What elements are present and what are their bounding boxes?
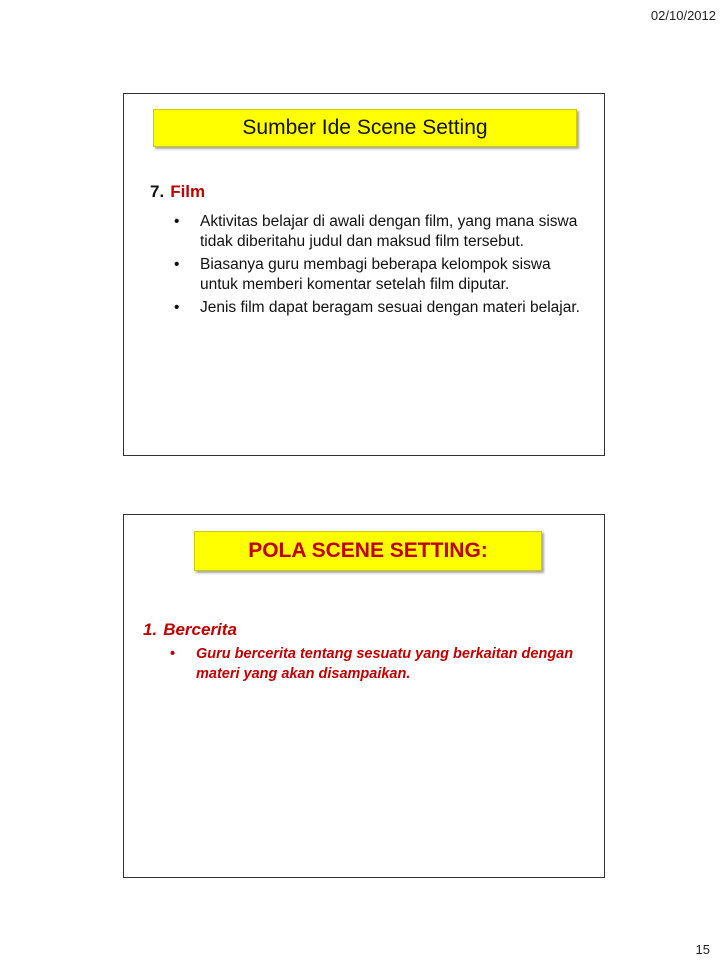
list-item-text: Jenis film dapat beragam sesuai dengan materi belajar. [200, 299, 580, 316]
list-item [172, 298, 592, 318]
list-item-text: Aktivitas belajar di awali dengan film, yang mana siswa tidak diberitahu judul dan maksud film tersebut. [200, 213, 578, 250]
list-item-text: Guru bercerita tentang sesuatu yang berkaitan dengan materi yang akan disampaikan. [196, 646, 574, 682]
bullet-icon: • [174, 256, 180, 273]
bullet-list [172, 212, 592, 321]
section-label: Film [170, 182, 206, 201]
slide-title: POLA SCENE SETTING: [194, 531, 542, 571]
slide-sumber-ide [123, 93, 605, 456]
list-item [168, 644, 588, 684]
section-heading [143, 620, 237, 640]
section-number: 1. [143, 620, 158, 639]
bullet-icon: • [170, 646, 176, 662]
slide-title: Sumber Ide Scene Setting [153, 109, 577, 147]
bullet-icon: • [174, 213, 180, 230]
page-date: 02/10/2012 [650, 8, 716, 23]
section-number: 7. [150, 182, 165, 201]
list-item-text: Biasanya guru membagi beberapa kelompok siswa untuk memberi komentar setelah film diputar. [200, 256, 551, 293]
list-item [172, 255, 592, 295]
section-heading [150, 182, 205, 202]
page-number: 15 [695, 942, 710, 957]
bullet-list [168, 644, 588, 687]
section-label: Bercerita [163, 620, 237, 639]
slide-pola-scene-setting [123, 514, 605, 878]
list-item [172, 212, 592, 252]
bullet-icon: • [174, 299, 180, 316]
